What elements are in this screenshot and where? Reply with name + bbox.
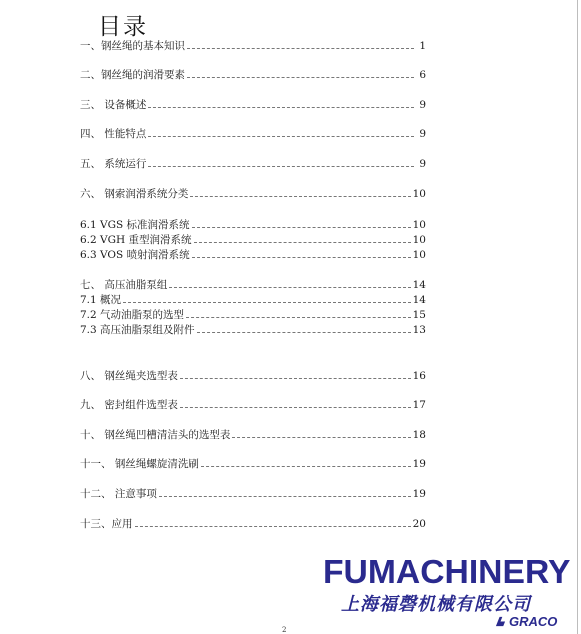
toc-entry[interactable] bbox=[80, 234, 426, 246]
toc-entry-label: 6.1 VGS 标准润滑系统 bbox=[80, 219, 190, 231]
toc-leader bbox=[169, 287, 410, 288]
toc-entry[interactable] bbox=[80, 518, 426, 530]
toc-entry-label: 七、 高压油脂泵组 bbox=[80, 279, 168, 291]
toc-entry[interactable] bbox=[80, 219, 426, 231]
toc-leader bbox=[190, 196, 410, 197]
toc-entry-label: 二、钢丝绳的润滑要素 bbox=[80, 69, 185, 81]
toc-leader bbox=[148, 107, 414, 108]
toc-entry[interactable] bbox=[80, 128, 426, 140]
graco-brand-label: GRACO bbox=[509, 614, 558, 629]
graco-icon bbox=[495, 616, 506, 627]
toc-entry[interactable] bbox=[80, 309, 426, 321]
toc-entry-label: 7.1 概况 bbox=[80, 294, 122, 306]
toc-entry[interactable] bbox=[80, 249, 426, 261]
toc-entry[interactable] bbox=[80, 188, 426, 200]
toc-entry-label: 7.2 气动油脂泵的选型 bbox=[80, 309, 185, 321]
toc-entry-page: 17 bbox=[412, 399, 426, 411]
toc-entry-label: 一、钢丝绳的基本知识 bbox=[80, 40, 185, 52]
toc-leader bbox=[197, 332, 411, 333]
logo-company-name: 上海福磬机械有限公司 bbox=[341, 594, 531, 615]
toc-leader bbox=[192, 257, 411, 258]
toc-entry[interactable] bbox=[80, 324, 426, 336]
toc-leader bbox=[194, 242, 411, 243]
toc-entry-page: 6 bbox=[419, 69, 426, 81]
page-title: 目录 bbox=[98, 14, 148, 40]
toc-entry-label: 十一、 钢丝绳螺旋清洗刷 bbox=[80, 458, 199, 470]
toc-entry-page: 9 bbox=[419, 158, 426, 170]
toc-leader bbox=[192, 227, 411, 228]
toc-leader bbox=[201, 466, 411, 467]
toc-leader bbox=[232, 437, 410, 438]
toc-entry-page: 10 bbox=[412, 249, 426, 261]
toc-entry-label: 7.3 高压油脂泵组及附件 bbox=[80, 324, 195, 336]
page-edge-divider bbox=[577, 0, 578, 634]
toc-entry-page: 19 bbox=[412, 488, 426, 500]
toc-leader bbox=[180, 378, 411, 379]
toc-entry-label: 六、 钢索润滑系统分类 bbox=[80, 188, 189, 200]
toc-leader bbox=[159, 496, 411, 497]
toc-entry-label: 三、 设备概述 bbox=[80, 99, 147, 111]
toc-entry-page: 19 bbox=[412, 458, 426, 470]
toc-entry-page: 10 bbox=[412, 219, 426, 231]
toc-leader bbox=[123, 302, 411, 303]
toc-entry[interactable] bbox=[80, 370, 426, 382]
toc-entry[interactable] bbox=[80, 69, 426, 81]
toc-entry-page: 13 bbox=[412, 324, 426, 336]
toc-entry-page: 20 bbox=[412, 518, 426, 530]
toc-entry-page: 10 bbox=[412, 188, 426, 200]
toc-entry[interactable] bbox=[80, 99, 426, 111]
toc-entry-page: 15 bbox=[412, 309, 426, 321]
toc-entry-page: 18 bbox=[412, 429, 426, 441]
toc-entry-label: 十三、应用 bbox=[80, 518, 133, 530]
toc-entry[interactable] bbox=[80, 399, 426, 411]
toc-entry-page: 9 bbox=[419, 99, 426, 111]
page-number: 2 bbox=[282, 626, 287, 634]
logo-wordmark: FUMACHINERY bbox=[323, 553, 571, 590]
toc-entry-page: 9 bbox=[419, 128, 426, 140]
toc-leader bbox=[148, 136, 414, 137]
toc-entry[interactable] bbox=[80, 488, 426, 500]
toc-entry-label: 九、 密封组件选型表 bbox=[80, 399, 178, 411]
toc-entry-page: 14 bbox=[412, 279, 426, 291]
toc-entry-label: 五、 系统运行 bbox=[80, 158, 147, 170]
toc-entry-label: 十、 钢丝绳凹槽清洁头的选型表 bbox=[80, 429, 231, 441]
toc-entry-label: 6.2 VGH 重型润滑系统 bbox=[80, 234, 192, 246]
toc-entry[interactable] bbox=[80, 429, 426, 441]
toc-entry[interactable] bbox=[80, 294, 426, 306]
toc-leader bbox=[186, 317, 411, 318]
graco-brand bbox=[495, 614, 557, 629]
toc-entry[interactable] bbox=[80, 158, 426, 170]
toc-leader bbox=[135, 526, 411, 527]
toc-entry-label: 6.3 VOS 喷射润滑系统 bbox=[80, 249, 190, 261]
toc-entry-label: 十二、 注意事项 bbox=[80, 488, 157, 500]
toc-entry-page: 10 bbox=[412, 234, 426, 246]
toc-entry-label: 八、 钢丝绳夹选型表 bbox=[80, 370, 178, 382]
toc-leader bbox=[187, 77, 414, 78]
toc-leader bbox=[187, 48, 414, 49]
toc-entry-page: 1 bbox=[419, 40, 426, 52]
toc-leader bbox=[180, 407, 411, 408]
toc-entry[interactable] bbox=[80, 279, 426, 291]
toc-entry[interactable] bbox=[80, 40, 426, 52]
toc-entry-page: 16 bbox=[412, 370, 426, 382]
toc-entry-label: 四、 性能特点 bbox=[80, 128, 147, 140]
toc-entry[interactable] bbox=[80, 458, 426, 470]
company-logo bbox=[323, 552, 573, 634]
toc-entry-page: 14 bbox=[412, 294, 426, 306]
toc-leader bbox=[148, 166, 414, 167]
